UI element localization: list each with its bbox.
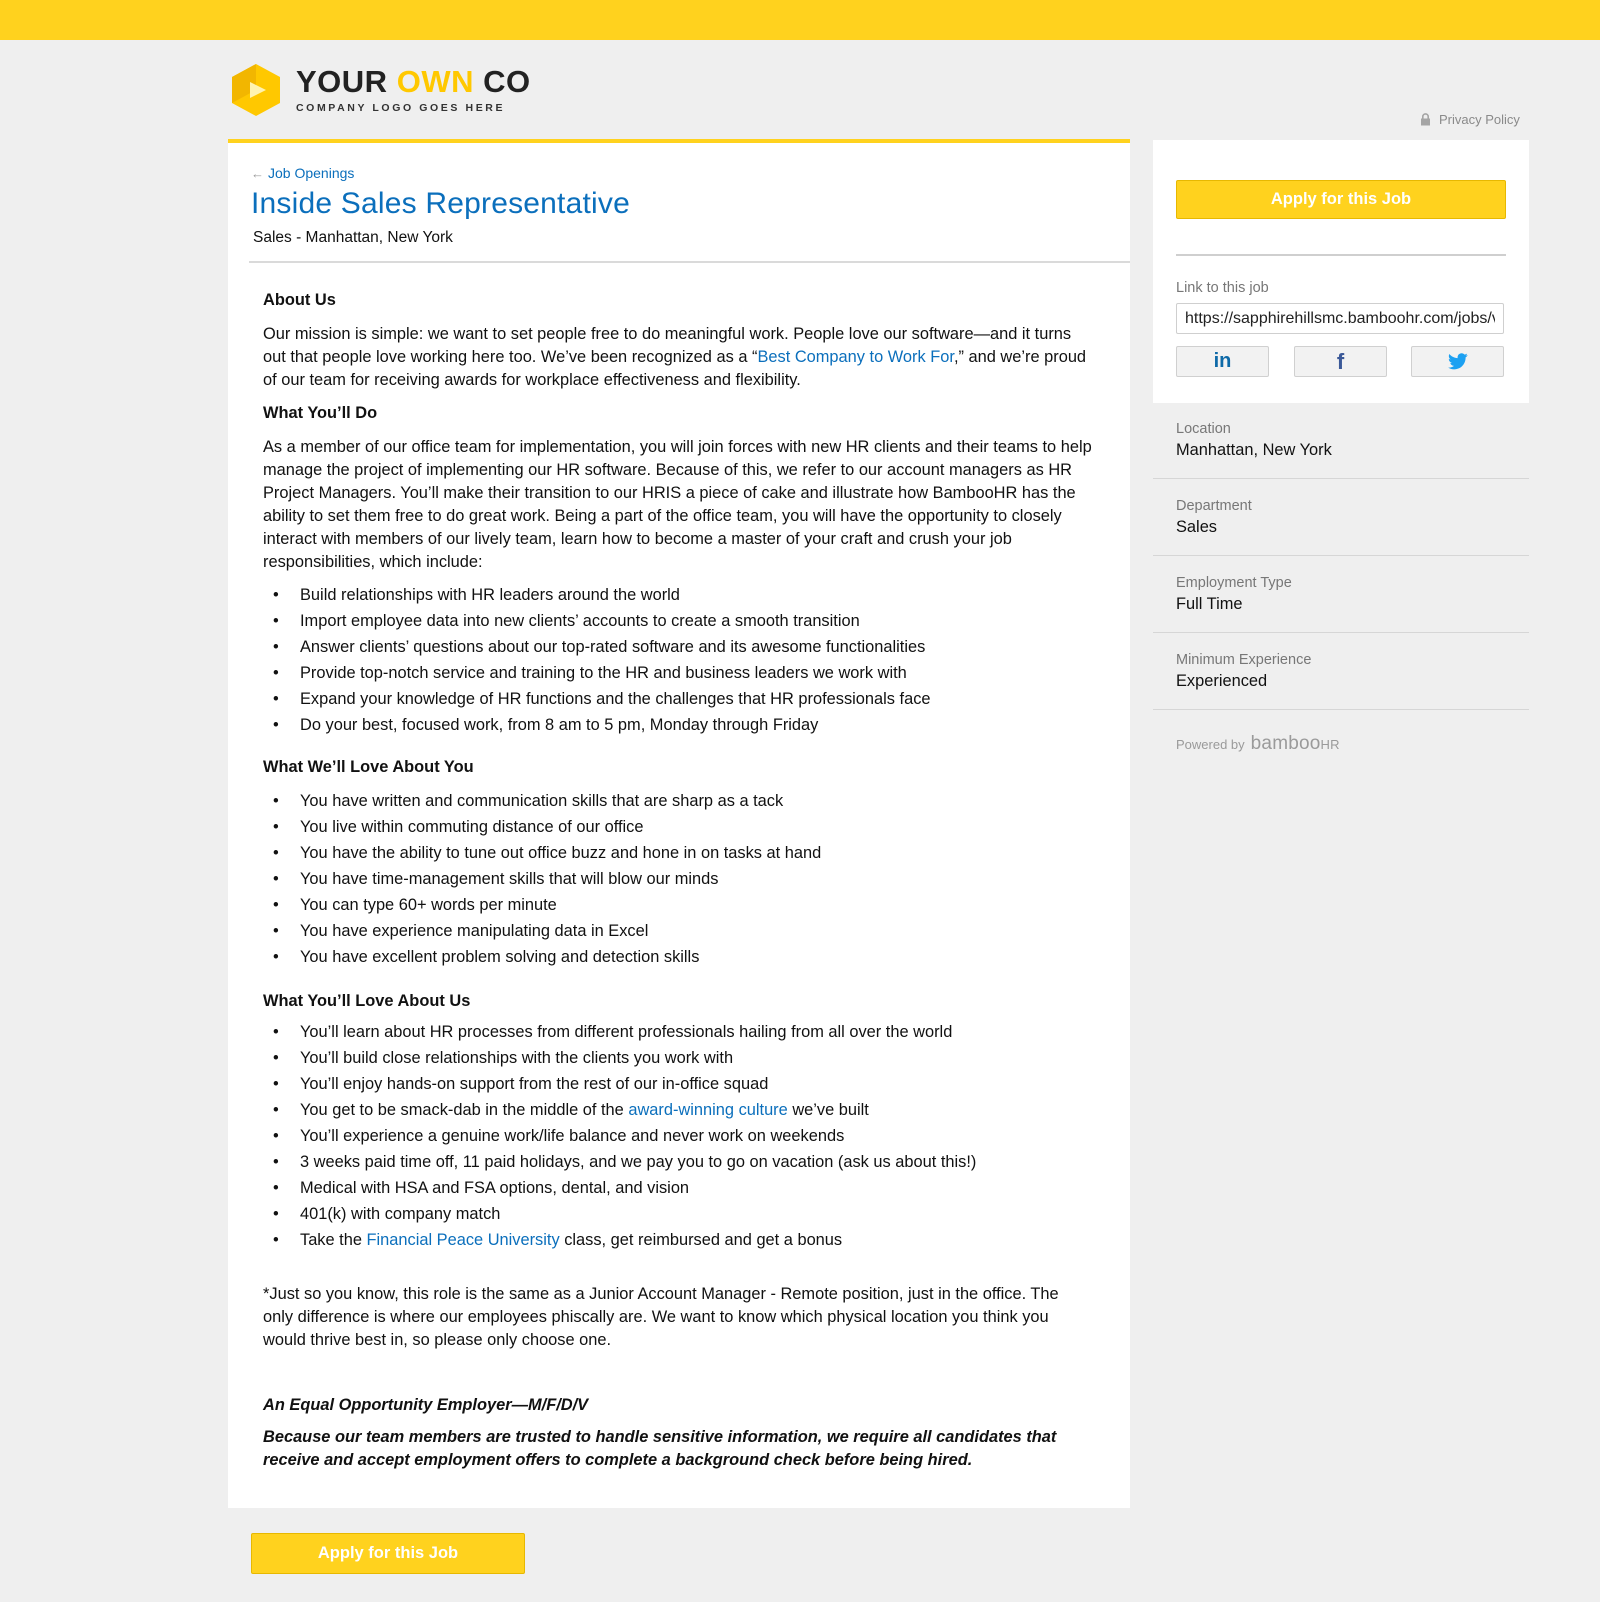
- list-item: • Import employee data into new clients’ accounts to create a smooth transition: [263, 610, 1093, 636]
- list-item: • You’ll enjoy hands-on support from the rest of our in-office squad: [263, 1073, 1093, 1099]
- list-item: • You have time-management skills that will blow our minds: [263, 868, 1093, 894]
- logo-hexagon-icon: [228, 62, 284, 118]
- list-item: • Do your best, focused work, from 8 am to 5 pm, Monday through Friday: [263, 714, 1093, 740]
- best-company-link[interactable]: Best Company to Work For: [757, 348, 954, 366]
- love-about-us-list: [263, 1021, 1093, 1255]
- detail-value: Experienced: [1176, 672, 1268, 690]
- list-item: • Build relationships with HR leaders around the world: [263, 584, 1093, 610]
- apply-button-sidebar[interactable]: Apply for this Job: [1176, 180, 1506, 219]
- job-subtitle: Sales - Manhattan, New York: [253, 229, 453, 246]
- award-winning-culture-link[interactable]: award-winning culture: [628, 1101, 788, 1119]
- what-youll-do-paragraph: As a member of our office team for implementation, you will join forces with new HR clients and their teams to help manage the project of implementing our HR software. Because of this, we refer to our account managers as HR Project Managers. You’ll make their transition to our HRIS a piece of cake and illustrate how BambooHR has the ability to set them free to do great work. Being a part of the office team, you will have the opportunity to closely interact with members of our lively team, learn how to become a master of your craft and crush your job responsibilities, which include:: [263, 438, 1092, 571]
- back-to-job-openings-link[interactable]: [251, 165, 354, 181]
- love-about-us-heading: What You’ll Love About Us: [263, 992, 471, 1010]
- job-description: [263, 289, 1093, 1472]
- detail-divider: [1153, 555, 1529, 556]
- apply-button-bottom[interactable]: Apply for this Job: [251, 1533, 525, 1574]
- privacy-policy-link[interactable]: [1420, 112, 1520, 127]
- back-link-label: Job Openings: [268, 165, 355, 181]
- background-check-statement: Because our team members are trusted to handle sensitive information, we require all candidates that receive and accept employment offers to complete a background check before being hired.: [263, 1428, 1057, 1469]
- eoe-statement: An Equal Opportunity Employer—M/F/D/V: [263, 1396, 589, 1414]
- list-item: • You have excellent problem solving and detection skills: [263, 946, 1093, 972]
- detail-value: Full Time: [1176, 595, 1243, 613]
- company-logo[interactable]: [228, 62, 531, 118]
- detail-label: Minimum Experience: [1176, 652, 1312, 668]
- arrow-left-icon: ←: [251, 165, 264, 181]
- list-item: • You have written and communication skills that are sharp as a tack: [263, 790, 1093, 816]
- responsibilities-list: [263, 584, 1093, 740]
- powered-by-label: Powered by: [1176, 737, 1245, 752]
- list-item: • 401(k) with company match: [263, 1203, 1093, 1229]
- linkedin-icon: in: [1213, 350, 1232, 372]
- list-item: • You’ll build close relationships with the clients you work with: [263, 1047, 1093, 1073]
- share-facebook-button[interactable]: [1294, 346, 1387, 377]
- about-paragraph: Our mission is simple: we want to set people free to do meaningful work. People love our software—and it turns out that people love working here too. We’ve been recognized as a “Best Company to Work For,” and we’re proud of our team for receiving awards for workplace effectiveness and flexibility.: [263, 325, 1087, 389]
- header-divider: [249, 261, 1130, 263]
- list-item: • You get to be smack-dab in the middle of the award-winning culture we’ve built: [263, 1099, 1093, 1125]
- list-item: • You have the ability to tune out office buzz and hone in on tasks at hand: [263, 842, 1093, 868]
- top-accent-bar: [0, 0, 1600, 40]
- list-item: • Medical with HSA and FSA options, dental, and vision: [263, 1177, 1093, 1203]
- powered-by-bamboohr[interactable]: [1176, 733, 1340, 755]
- twitter-icon: [1448, 353, 1468, 370]
- apply-share-card: [1153, 140, 1529, 403]
- list-item: • You’ll experience a genuine work/life balance and never work on weekends: [263, 1125, 1093, 1151]
- list-item: • You live within commuting distance of our office: [263, 816, 1093, 842]
- sidebar-divider: [1176, 254, 1506, 256]
- job-link-input[interactable]: [1176, 303, 1504, 334]
- love-about-you-heading: What We’ll Love About You: [263, 758, 474, 776]
- facebook-icon: f: [1336, 348, 1345, 374]
- what-youll-do-heading: What You’ll Do: [263, 404, 378, 422]
- share-twitter-button[interactable]: [1411, 346, 1504, 377]
- list-item: • 3 weeks paid time off, 11 paid holidays, and we pay you to go on vacation (ask us about this!): [263, 1151, 1093, 1177]
- bamboohr-logo: bambooHR: [1250, 733, 1340, 754]
- list-item: • You can type 60+ words per minute: [263, 894, 1093, 920]
- job-detail-card: [228, 139, 1130, 1508]
- detail-value: Sales: [1176, 518, 1218, 536]
- logo-tagline: COMPANY LOGO GOES HERE: [296, 102, 506, 114]
- list-item: • You’ll learn about HR processes from different professionals hailing from all over the world: [263, 1021, 1093, 1047]
- list-item: • Provide top-notch service and training to the HR and business leaders we work with: [263, 662, 1093, 688]
- list-item: • Answer clients’ questions about our top-rated software and its awesome functionalities: [263, 636, 1093, 662]
- list-item: • Expand your knowledge of HR functions and the challenges that HR professionals face: [263, 688, 1093, 714]
- financial-peace-university-link[interactable]: Financial Peace University: [366, 1231, 560, 1249]
- detail-label: Location: [1176, 421, 1231, 437]
- love-about-you-list: [263, 790, 1093, 972]
- privacy-policy-label: Privacy Policy: [1439, 112, 1520, 127]
- job-title: Inside Sales Representative: [251, 187, 630, 220]
- list-item: • Take the Financial Peace University class, get reimbursed and get a bonus: [263, 1229, 1093, 1255]
- detail-value: Manhattan, New York: [1176, 441, 1332, 459]
- detail-label: Employment Type: [1176, 575, 1292, 591]
- link-to-job-label: Link to this job: [1176, 280, 1269, 296]
- logo-title: YOUR OWN CO: [296, 64, 531, 99]
- detail-divider: [1153, 709, 1529, 710]
- lock-icon: [1420, 113, 1431, 126]
- about-heading: About Us: [263, 291, 336, 309]
- location-note: *Just so you know, this role is the same as a Junior Account Manager - Remote position, just in the office. The only difference is where our employees phiscally are. We want to know which physical location you think you would thrive best in, so please only choose one.: [263, 1285, 1059, 1349]
- detail-divider: [1153, 478, 1529, 479]
- list-item: • You have experience manipulating data in Excel: [263, 920, 1093, 946]
- share-linkedin-button[interactable]: [1176, 346, 1269, 377]
- detail-label: Department: [1176, 498, 1252, 514]
- detail-divider: [1153, 632, 1529, 633]
